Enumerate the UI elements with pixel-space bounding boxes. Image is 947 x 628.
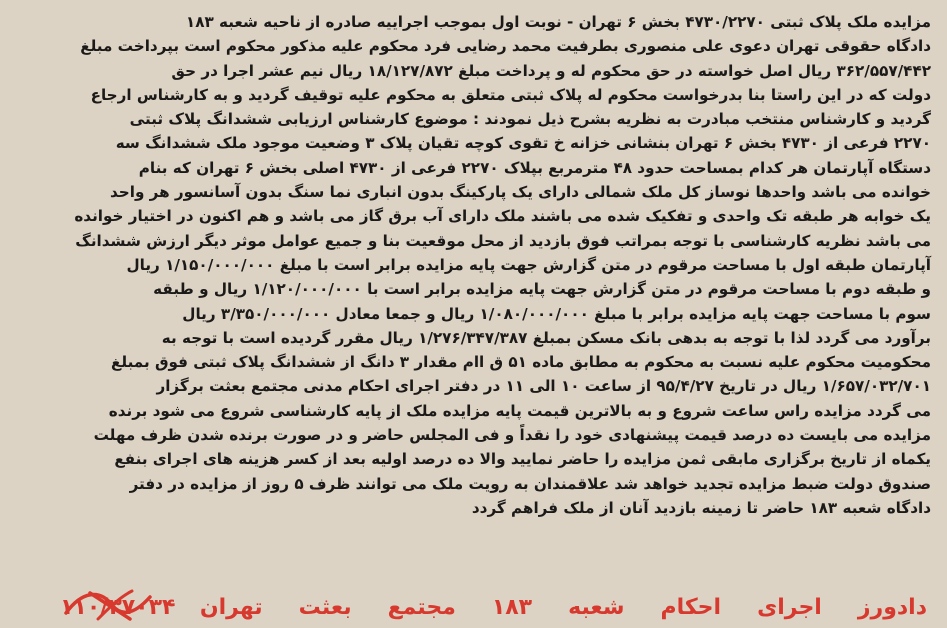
notice-line: خوانده می باشد واحدها نوساز کل ملک شمالی دارای یک پارکینگ بدون انباری نما سنگ بدون آسانسور هر واحد bbox=[110, 183, 931, 202]
notice-line: یک خوابه هر طبقه تک واحدی و تفکیک شده می باشند ملک دارای آب برق گاز می باشد و هم اکنون در اختیار خوانده bbox=[74, 207, 931, 226]
footer-word: اجرای bbox=[757, 594, 822, 620]
footer-word: بعثت bbox=[298, 594, 352, 620]
notice-line: دادگاه حقوقی تهران دعوی علی منصوری بطرفیت محمد رضایی فرد محکوم علیه مذکور محکوم است بپرداخت مبلغ bbox=[80, 37, 931, 56]
notice-number: ۱۱۰/۳۷۰۳۴ bbox=[60, 594, 176, 620]
notice-line: می باشد نظریه کارشناسی با توجه بمراتب فوق بازدید از محل موقعیت بنا و جمیع عوامل موثر دیگر ارزش ششدانگ bbox=[75, 231, 931, 250]
notice-line: آپارتمان طبقه اول با مساحت مرقوم در متن گزارش جهت پایه مزایده برابر است با مبلغ ۱/۱۵۰/۰۰۰/۰۰۰ ریال bbox=[126, 255, 931, 274]
notice-body bbox=[10, 10, 931, 520]
footer-word: ۱۸۳ bbox=[491, 594, 533, 620]
notice-line: ۳۶۲/۵۵۷/۴۴۲ ریال اصل خواسته در حق محکوم له و پرداخت مبلغ ۱۸/۱۲۷/۸۷۲ ریال نیم عشر اجرا در حق bbox=[171, 61, 931, 80]
notice-line: محکومیت محکوم علیه نسبت به محکوم به مطابق ماده ۵۱ ق اام مقدار ۳ دانگ از ششدانگ پلاک ثبتی فوق بمبلغ bbox=[111, 353, 931, 372]
notice-line: دادگاه شعبه ۱۸۳ حاضر تا زمینه بازدید آنان از ملک فراهم گردد bbox=[471, 498, 931, 517]
notice-line: ۲۲۷۰ فرعی از ۴۷۳۰ بخش ۶ تهران بنشانی خزانه خ تقوی کوچه تقیان پلاک ۳ وضعیت موجود ملک ششدانگ سه bbox=[115, 134, 931, 153]
footer-word: شعبه bbox=[568, 594, 625, 620]
handwritten-mark-icon bbox=[60, 583, 160, 625]
notice-line: و طبقه دوم با مساحت مرقوم در متن گزارش جهت پایه مزایده برابر است با ۱/۱۲۰/۰۰۰/۰۰۰ ریال و طبقه bbox=[153, 280, 931, 299]
notice-line: برآورد می گردد لذا با توجه به بدهی بانک مسکن بمبلغ ۱/۲۷۶/۳۴۷/۳۸۷ ریال مقرر گردیده است با توجه به bbox=[161, 328, 931, 347]
footer-signature bbox=[200, 595, 927, 620]
notice-line: صندوق دولت ضبط مزایده تجدید خواهد شد علاقمندان به رویت ملک می توانند ظرف ۵ روز از مزایده در دفتر bbox=[129, 474, 931, 493]
footer-word: احکام bbox=[660, 594, 722, 620]
notice-line: دولت که در این راستا بنا بدرخواست محکوم له پلاک ثبتی متعلق به محکوم علیه توقیف گردید و به کارشناس ارجاع bbox=[90, 85, 931, 104]
notice-line: گردید و کارشناس منتخب مبادرت به نظریه بشرح ذیل نمودند : موضوع کارشناس ارزیابی ششدانگ پلاک ثبتی bbox=[129, 110, 931, 129]
footer-word: تهران bbox=[199, 594, 263, 620]
notice-line: یکماه از تاریخ برگزاری مابقی ثمن مزایده را حاضر نمایید والا ده درصد اولیه بعد از کسر هزینه های اجرای بنفع bbox=[114, 450, 931, 469]
footer-word: مجتمع bbox=[387, 594, 456, 620]
notice-line: مزایده می بایست ده درصد قیمت پیشنهادی خود را نقداً و فی المجلس حاضر و در صورت برنده شدن ظرف مهلت bbox=[93, 426, 931, 445]
notice-line: دستگاه آپارتمان هر کدام بمساحت حدود ۴۸ مترمربع بپلاک ۲۲۷۰ فرعی از ۴۷۳۰ اصلی بخش ۶ تهران که بنام bbox=[138, 158, 931, 177]
notice-line: سوم با مساحت جهت پایه مزایده برابر با مبلغ ۱/۰۸۰/۰۰۰/۰۰۰ ریال و جمعا معادل ۳/۳۵۰/۰۰۰/۰۰۰ ریال bbox=[182, 304, 931, 323]
notice-line: می گردد مزایده راس ساعت شروع و به بالاترین قیمت پایه مزایده ملک از پایه کارشناسی شروع می شود برنده bbox=[108, 401, 931, 420]
notice-line: ۱/۶۵۷/۰۳۲/۷۰۱ ریال در تاریخ ۹۵/۴/۲۷ از ساعت ۱۰ الی ۱۱ در دفتر اجرای احکام مدنی مجتمع بعثت برگزار bbox=[156, 377, 931, 396]
notice-footer bbox=[60, 590, 927, 624]
notice-line: مزایده ملک پلاک ثبتی ۴۷۳۰/۲۲۷۰ بخش ۶ تهران - نوبت اول بموجب اجراییه صادره از ناحیه شعبه ۱۸۳ bbox=[185, 13, 931, 31]
footer-word: دادورز bbox=[857, 594, 927, 620]
